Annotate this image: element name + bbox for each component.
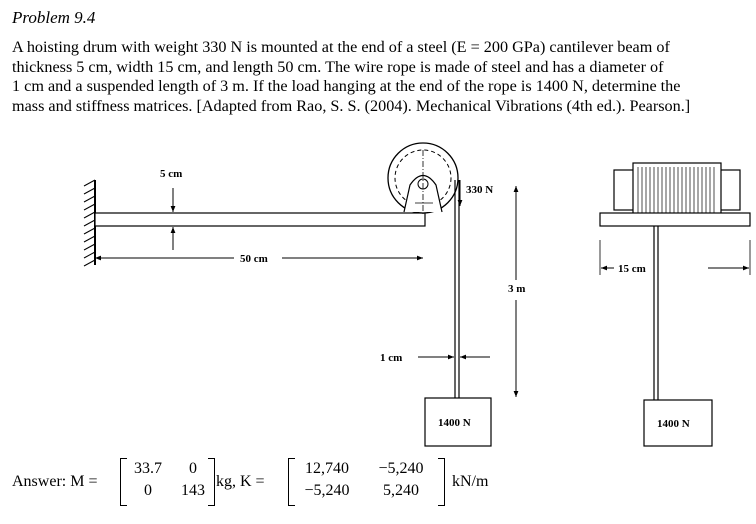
- cantilever-beam: [95, 213, 425, 226]
- rope-diameter-label: 1 cm: [380, 352, 403, 364]
- wall-support: [84, 180, 95, 266]
- length-label: 50 cm: [240, 253, 268, 265]
- stiffness-cell: 5,240: [383, 482, 419, 499]
- mass-matrix: [120, 458, 220, 506]
- mass-cell: 33.7: [134, 460, 162, 477]
- stiffness-cell: −5,240: [378, 460, 424, 477]
- rope-length-label: 3 m: [508, 283, 526, 295]
- problem-line: A hoisting drum with weight 330 N is mounted at the end of a steel (E = 200 GPa) cantilever beam of: [12, 38, 670, 56]
- stiffness-cell: 12,740: [305, 460, 349, 477]
- drum-side-view: [600, 163, 750, 400]
- wire-rope: [455, 180, 459, 398]
- hoisting-drum: [388, 143, 458, 215]
- problem-line: thickness 5 cm, width 15 cm, and length 50 cm. The wire rope is made of steel and has a diameter of: [12, 57, 664, 76]
- answer: [12, 456, 752, 520]
- problem-title: Problem 9.4: [12, 8, 96, 27]
- width-label: 15 cm: [618, 263, 646, 275]
- thickness-label: 5 cm: [160, 168, 183, 180]
- problem-line: mass and stiffness matrices. [Adapted from Rao, S. S. (2004). Mechanical Vibrations (4th ed.). Pearson.]: [12, 96, 691, 115]
- drum-weight-label: 330 N: [466, 184, 494, 196]
- mass-unit: kg, K =: [216, 473, 265, 490]
- answer-prefix: Answer: M =: [12, 473, 98, 490]
- stiffness-matrix: [288, 458, 448, 506]
- mass-cell: 0: [144, 482, 152, 499]
- mass-cell: 0: [189, 460, 197, 477]
- mass-cell: 143: [181, 482, 205, 499]
- problem-line: 1 cm and a suspended length of 3 m. If the load hanging at the end of the rope is 1400 N, determine the: [12, 77, 681, 95]
- stiffness-cell: −5,240: [304, 482, 350, 499]
- side-load-label: 1400 N: [657, 418, 690, 430]
- stiffness-unit: kN/m: [452, 473, 489, 490]
- load-label: 1400 N: [438, 417, 471, 429]
